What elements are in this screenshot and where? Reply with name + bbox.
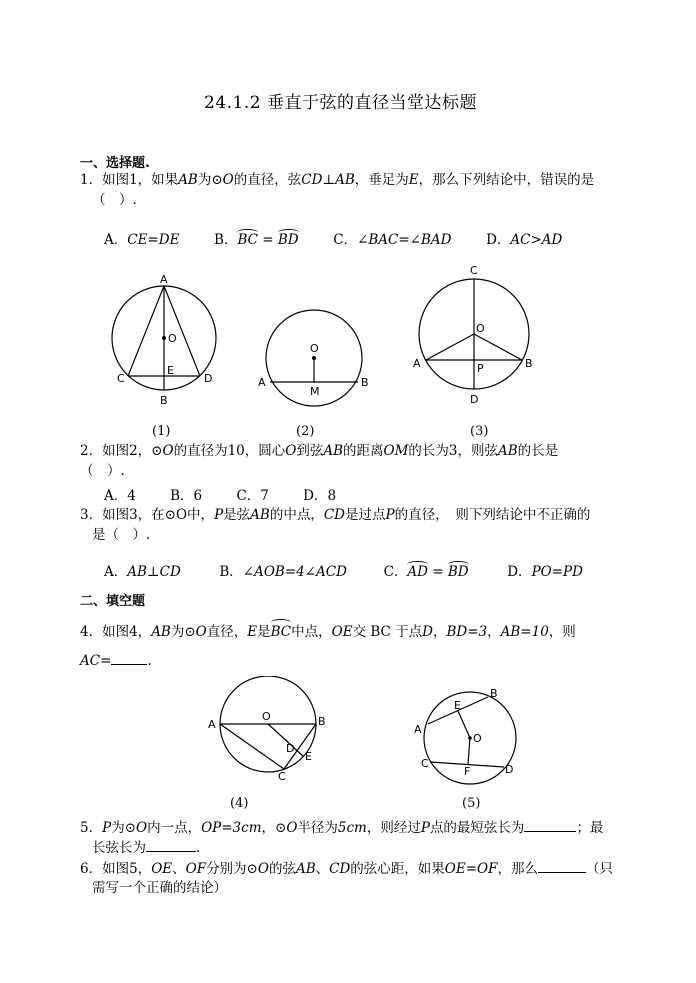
section-heading-choice: 一、选择题. xyxy=(80,156,150,171)
fig5-label-a: A xyxy=(414,723,422,736)
fig1-label-e: E xyxy=(167,364,174,377)
caption-fig-2: (2) xyxy=(296,424,315,439)
figure-1 xyxy=(112,273,216,407)
fig2-label-a: A xyxy=(258,376,266,389)
option-a: A．AB⊥CD xyxy=(104,564,181,580)
caption-fig-1: (1) xyxy=(152,424,171,439)
question-5-line2: 长弦长为 . xyxy=(92,837,200,858)
question-6-line2: 需写一个正确的结论） xyxy=(92,880,227,896)
option-a: A．4 xyxy=(104,488,136,504)
fig5-label-o: O xyxy=(473,732,482,745)
option-b: B．6 xyxy=(170,488,203,504)
fig5-label-f: F xyxy=(464,765,471,778)
option-b: B．BC = BD xyxy=(214,232,299,248)
fig3-label-o: O xyxy=(476,322,485,335)
fig1-label-o: O xyxy=(168,332,177,345)
question-1-paren: （ ）. xyxy=(92,192,137,208)
caption-fig-4: (4) xyxy=(230,796,249,811)
question-2-paren: （ ）. xyxy=(80,463,125,479)
fig3-label-b: B xyxy=(525,357,533,370)
answer-blank-q4[interactable] xyxy=(111,650,147,665)
fig4-label-a: A xyxy=(208,718,216,731)
question-3-line2: 是（ ）. xyxy=(92,527,151,543)
figure-4 xyxy=(208,676,326,783)
option-a: A．CE=DE xyxy=(104,232,180,248)
answer-blank-q6[interactable] xyxy=(538,858,586,873)
figure-5 xyxy=(414,687,516,784)
option-c: C．∠BAC=∠BAD xyxy=(333,232,452,248)
option-c: C．AD = BD xyxy=(383,564,469,580)
fig5-label-e: E xyxy=(454,699,461,712)
figures-row-2 xyxy=(200,676,540,806)
figures-row-1 xyxy=(100,264,560,444)
caption-fig-3: (3) xyxy=(470,424,489,439)
fig1-label-b: B xyxy=(160,394,168,407)
fig3-label-a: A xyxy=(413,357,421,370)
fig1-label-d: D xyxy=(204,372,213,385)
question-4: 4．如图4，AB为⊙O直径，E是BC中点，OE交 BC 于点D，BD=3，AB=10，则 xyxy=(80,624,576,640)
fig3-label-d: D xyxy=(470,393,479,406)
figure-2 xyxy=(258,310,369,406)
question-3: 3．如图3，在⊙O中，P是弦AB的中点，CD是过点P的直径， 则下列结论中不正确的 xyxy=(80,507,591,523)
fig5-label-c: C xyxy=(421,757,429,770)
option-c: C．7 xyxy=(236,488,269,504)
answer-blank-q5-shortest[interactable] xyxy=(524,817,576,832)
page-title: 24.1.2 垂直于弦的直径当堂达标题 xyxy=(204,93,477,113)
question-1-options xyxy=(104,228,562,248)
fig5-label-d: D xyxy=(505,763,514,776)
fig5-label-b: B xyxy=(490,687,498,700)
question-5: 5．P为⊙O内一点，OP=3cm，⊙O半径为5cm，则经过P点的最短弦长为 ；最 xyxy=(80,817,603,838)
question-4-line2: AC= . xyxy=(80,650,152,671)
option-d: D．PO=PD xyxy=(507,564,583,580)
option-d: D．AC>AD xyxy=(486,232,563,248)
fig4-label-d: D xyxy=(286,742,295,755)
option-d: D．8 xyxy=(303,488,337,504)
fig4-label-e: E xyxy=(305,750,312,763)
fig2-label-b: B xyxy=(361,376,369,389)
question-2-options xyxy=(104,484,336,504)
fig3-label-p: P xyxy=(477,362,484,375)
answer-blank-q5-longest[interactable] xyxy=(146,837,196,852)
fig1-label-a: A xyxy=(160,273,168,286)
fig4-label-b: B xyxy=(318,715,326,728)
question-6: 6．如图5，OE、OF分别为⊙O的弦AB、CD的弦心距，如果OE=OF，那么 （只 xyxy=(80,858,613,879)
question-3-options xyxy=(104,560,583,580)
fig3-label-c: C xyxy=(470,264,478,277)
fig1-label-c: C xyxy=(117,372,125,385)
fig2-label-o: O xyxy=(310,342,319,355)
question-1: 1．如图1，如果AB为⊙O的直径，弦CD⊥AB，垂足为E，那么下列结论中，错误的是 xyxy=(80,172,595,188)
fig4-label-c: C xyxy=(278,770,286,783)
fig2-label-m: M xyxy=(310,385,320,398)
section-heading-fill: 二、填空题 xyxy=(80,594,146,609)
figure-3 xyxy=(413,264,533,406)
question-2: 2．如图2，⊙O的直径为10，圆心O到弦AB的距离OM的长为3，则弦AB的长是 xyxy=(80,443,559,459)
fig4-label-o: O xyxy=(262,710,271,723)
option-b: B．∠AOB=4∠ACD xyxy=(219,564,347,580)
caption-fig-5: (5) xyxy=(462,796,481,811)
